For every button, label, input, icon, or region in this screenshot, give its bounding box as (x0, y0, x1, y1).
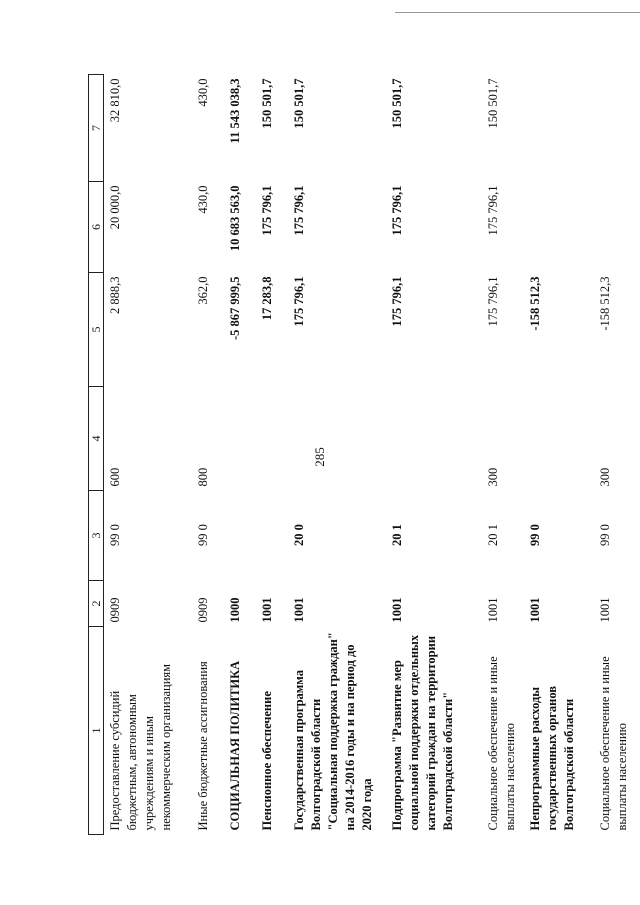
table-row (192, 75, 224, 835)
row-value-col6 (594, 182, 638, 273)
row-name: Пенсионное обеспечение (259, 691, 274, 831)
budget-table-rotated (88, 75, 638, 835)
row-expense-type (288, 387, 386, 491)
row-value-col5: 175 796,1 (389, 276, 404, 327)
row-target-article: 99 0 (527, 524, 542, 546)
row-value-col5: 17 283,8 (259, 276, 274, 321)
header-col-3: 3 (89, 491, 104, 581)
header-col-4: 4 (89, 387, 104, 491)
row-expense-type: 300 (597, 467, 612, 487)
row-expense-type: 800 (195, 467, 210, 487)
row-section: 1001 (527, 597, 542, 623)
row-value-col6: 175 796,1 (259, 185, 274, 236)
row-value-col6: 10 683 563,0 (227, 185, 242, 252)
row-expense-type (224, 387, 256, 491)
row-value-col6: 175 796,1 (291, 185, 306, 236)
row-section: 1001 (597, 597, 612, 623)
row-value-col7: 150 501,7 (485, 78, 500, 129)
row-value-col7 (524, 75, 594, 182)
row-value-col7: 11 543 038,3 (227, 78, 242, 144)
row-expense-type: 300 (485, 467, 500, 487)
row-value-col5: 175 796,1 (485, 276, 500, 327)
row-target-article: 20 1 (389, 524, 404, 546)
row-section: 1001 (485, 597, 500, 623)
row-value-col6: 175 796,1 (389, 185, 404, 236)
row-value-col7: 150 501,7 (389, 78, 404, 129)
row-value-col7: 150 501,7 (291, 78, 306, 129)
row-target-article: 99 0 (597, 524, 612, 546)
row-name: Государственная программа Волгоградской области "Социальная поддержка граждан" на 2014-2016 годы и на период до 2020 года (291, 632, 374, 831)
header-col-6: 6 (89, 182, 104, 273)
row-value-col7: 32 810,0 (108, 78, 122, 123)
row-name: Иные бюджетные ассигнования (195, 661, 210, 831)
row-value-col5: 2 888,3 (108, 276, 122, 314)
budget-table (88, 74, 638, 835)
row-section: 1000 (227, 597, 242, 623)
row-target-article: 99 0 (195, 524, 210, 546)
row-name: Непрограммные расходы государственных органов Волгоградской области (527, 685, 576, 831)
row-expense-type (386, 387, 482, 491)
row-section: 0909 (195, 597, 210, 623)
row-name: СОЦИАЛЬНАЯ ПОЛИТИКА (227, 660, 242, 831)
table-header-row (89, 75, 104, 835)
table-row (482, 75, 524, 835)
row-value-col7: 430,0 (195, 78, 210, 107)
table-row (104, 75, 192, 835)
row-value-col5: -158 512,3 (597, 276, 612, 331)
header-col-5: 5 (89, 273, 104, 387)
table-row (594, 75, 638, 835)
header-col-7: 7 (89, 75, 104, 182)
row-expense-type (256, 387, 288, 491)
row-name: Социальное обеспечение и иные выплаты населению (597, 656, 629, 831)
row-expense-type (524, 387, 594, 491)
header-col-1: 1 (89, 627, 104, 835)
row-value-col5: 175 796,1 (291, 276, 306, 327)
row-target-article: 99 0 (108, 524, 122, 546)
row-target-article: 20 1 (485, 524, 500, 546)
row-expense-type: 600 (108, 467, 122, 487)
row-name: Подпрограмма "Развитие мер социальной поддержки отдельных категорий граждан на территории Волгоградской области" (389, 634, 455, 831)
row-target-article (224, 491, 256, 581)
table-row (224, 75, 256, 835)
table-row (386, 75, 482, 835)
row-value-col6: 175 796,1 (485, 185, 500, 236)
table-row (256, 75, 288, 835)
row-name: Социальное обеспечение и иные выплаты населению (485, 656, 517, 831)
page-number-text: 285 (312, 447, 327, 467)
row-value-col6 (524, 182, 594, 273)
table-row (524, 75, 594, 835)
row-target-article (256, 491, 288, 581)
row-section: 0909 (108, 597, 122, 623)
row-value-col5: 362,0 (195, 276, 210, 305)
row-value-col5: -158 512,3 (527, 276, 542, 331)
row-section: 1001 (389, 597, 404, 623)
row-section: 1001 (291, 597, 306, 623)
row-name: Предоставление субсидий бюджетным, автономным учреждениям и иным некоммерческим организациям (108, 663, 173, 831)
row-value-col5: -5 867 999,5 (227, 276, 242, 341)
header-col-2: 2 (89, 581, 104, 627)
row-value-col6: 20 000,0 (108, 185, 122, 230)
row-value-col7 (594, 75, 638, 182)
row-value-col6: 430,0 (195, 185, 210, 214)
row-target-article: 20 0 (291, 524, 306, 546)
row-value-col7: 150 501,7 (259, 78, 274, 129)
table-row (288, 75, 386, 835)
row-section: 1001 (259, 597, 274, 623)
top-divider-line (395, 12, 640, 13)
